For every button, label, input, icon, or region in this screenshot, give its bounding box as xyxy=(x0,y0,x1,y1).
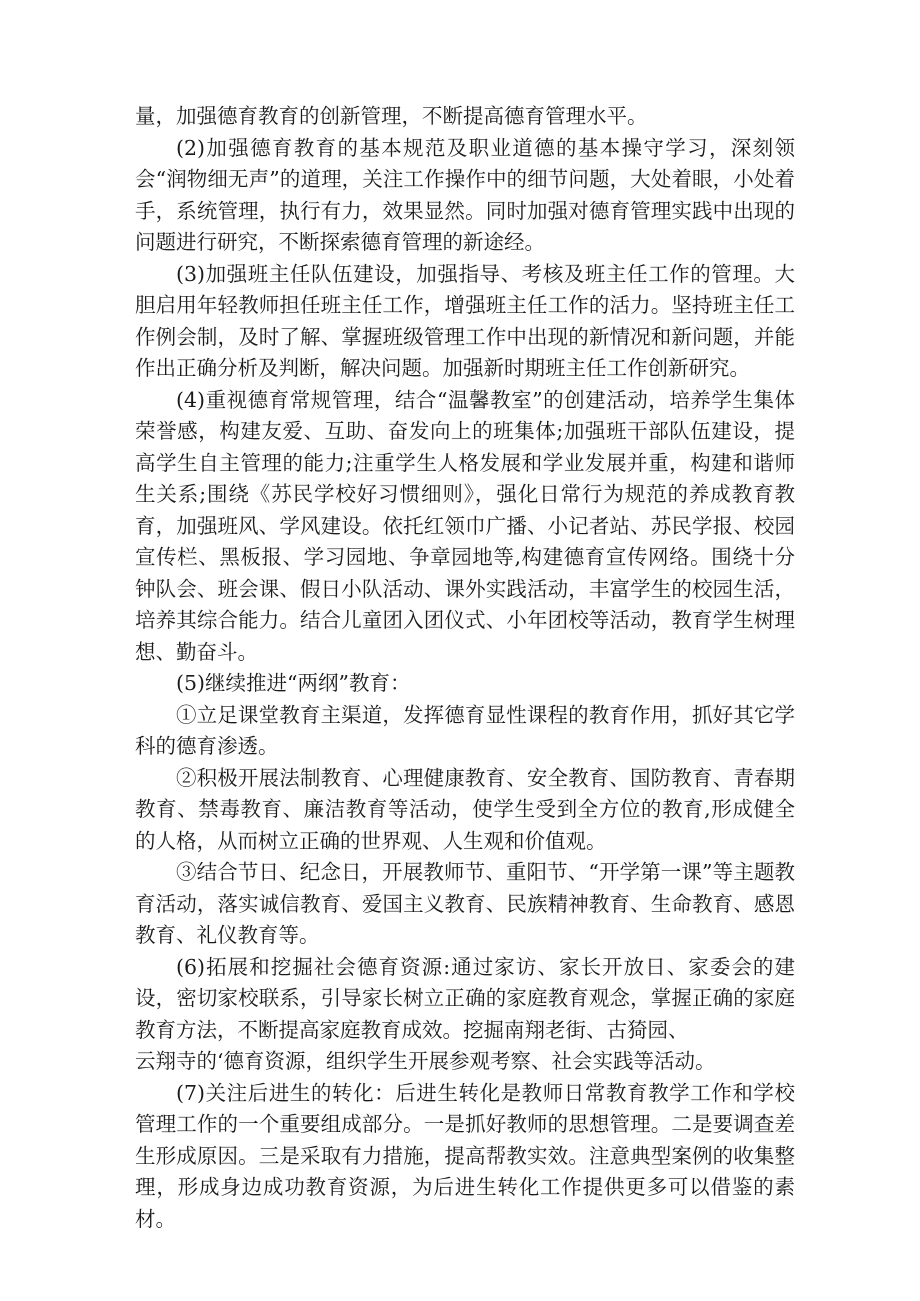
paragraph-item-6: (6)拓展和挖掘社会德育资源:通过家访、家长开放日、家委会的建设，密切家校联系，引导家长树立正确的家庭教育观念，掌握正确的家庭教育方法，不断提高家庭教育成效。挖掘南翔老街、古猗园、 xyxy=(135,954,795,1042)
paragraph-item-6-continuation: 云翔寺的‘德育资源，组织学生开展参观考察、社会实践等活动。 xyxy=(135,1049,716,1073)
paragraph-1-continuation: 量，加强德育教育的创新管理，不断提高德育管理水平。 xyxy=(135,104,648,128)
paragraph-item-2: (2)加强德育教育的基本规范及职业道德的基本操守学习，深刻领会“润物细无声”的道理，关注工作操作中的细节问题，大处着眼，小处着手，系统管理，执行有力，效果显然。同时加强对德育管理实践中出现的问题进行研究，不断探索德育管理的新途经。 xyxy=(135,135,795,254)
paragraph-item-5-2: ②积极开展法制教育、心理健康教育、安全教育、国防教育、青春期教育、禁毒教育、廉洁教育等活动，使学生受到全方位的教育,形成健全的人格，从而树立正确的世界观、人生观和价值观。 xyxy=(135,765,795,853)
paragraph-item-3: (3)加强班主任队伍建设，加强指导、考核及班主任工作的管理。大胆启用年轻教师担任班主任工作，增强班主任工作的活力。坚持班主任工作例会制，及时了解、掌握班级管理工作中出现的新情况和新问题，并能作出正确分析及判断，解决问题。加强新时期班主任工作创新研究。 xyxy=(135,261,795,380)
paragraph-item-5-3: ③结合节日、纪念日，开展教师节、重阳节、“开学第一课”等主题教育活动，落实诚信教育、爱国主义教育、民族精神教育、生命教育、感恩教育、礼仪教育等。 xyxy=(135,860,795,947)
paragraph-item-5-1: ①立足课堂教育主渠道，发挥德育显性课程的教育作用，抓好其它学科的德育渗透。 xyxy=(135,702,795,758)
document-body xyxy=(135,101,795,1235)
paragraph-item-7: (7)关注后进生的转化：后进生转化是教师日常教育教学工作和学校管理工作的一个重要组成部分。一是抓好教师的思想管理。二是要调查差生形成原因。三是采取有力措施，提高帮教实效。注意典型案例的收集整理，形成身边成功教育资源，为后进生转化工作提供更多可以借鉴的素材。 xyxy=(135,1080,795,1231)
paragraph-item-5: (5)继续推进“两纲”教育： xyxy=(176,671,411,695)
paragraph-item-4: (4)重视德育常规管理，结合“温馨教室”的创建活动，培养学生集体荣誉感，构建友爱、互助、奋发向上的班集体;加强班干部队伍建设，提高学生自主管理的能力;注重学生人格发展和学业发展并重，构建和谐师生关系;围绕《苏民学校好习惯细则》，强化日常行为规范的养成教育教育，加强班风、学风建设。依托红领巾广播、小记者站、苏民学报、校园宣传栏、黑板报、学习园地、争章园地等,构建德育宣传网络。围绕十分钟队会、班会课、假日小队活动、课外实践活动，丰富学生的校园生活，培养其综合能力。结合儿童团入团仪式、小年团校等活动，教育学生树理想、勤奋斗。 xyxy=(135,387,795,664)
